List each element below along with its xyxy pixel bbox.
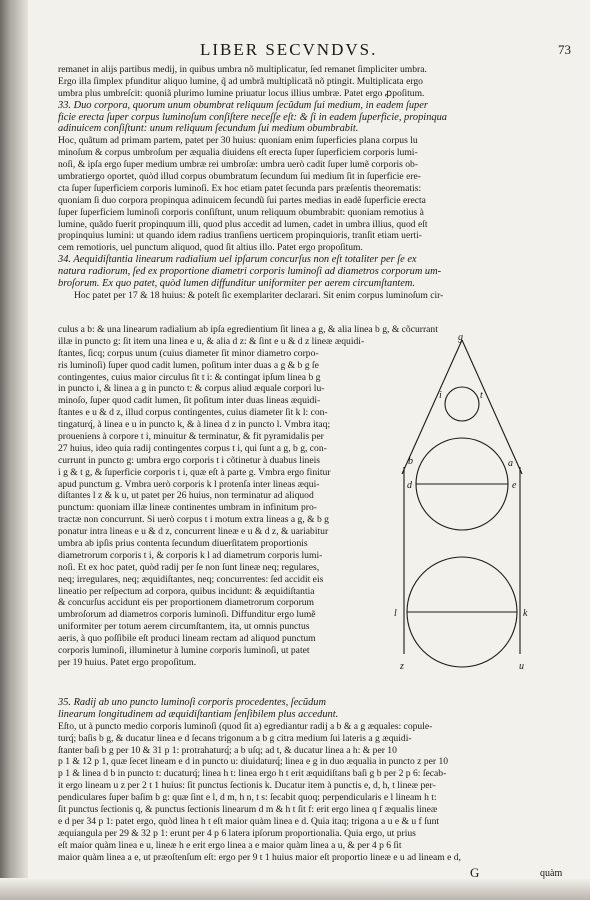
label-z: z [400, 661, 404, 672]
label-t: t [480, 390, 483, 401]
circle-ti [445, 387, 479, 421]
text-line: quoniam ſi duo corpora propinqua adinuicem ſecundũ ſui partes medias in eadẽ ſuperficie erecta [58, 194, 426, 206]
text-line: neq; irregulares, neq; æquidiſtantes, neq; concurrentes: ſed accidit eis [58, 573, 324, 585]
text-line: per 19 huius. Patet ergo propoſitum. [58, 656, 197, 668]
text-block-top [58, 64, 568, 302]
text-line: lumine, quãdo fuerit propinquum illi, quod plus accedit ad lumen, cadet in umbra illius, quod eſt [58, 218, 428, 230]
line-bg [402, 340, 462, 474]
prop-35-heading [58, 697, 568, 721]
text-line: noſi, & ipſa ergo ſuper medium umbræ rei umbroſæ: umbra uerò cadit ſuper lumẽ corporis ob- [58, 159, 419, 171]
text-line: contingentes, cuius maior circulus ſit t i: & contingat ipſum linea b g [58, 371, 321, 383]
text-line: turq́; baſis b g, & ducatur linea e d ſecans trigonum a b g citra medium ſui lateris a g æquidi- [58, 732, 412, 744]
text-line: adinuicem conſiſtunt: unum reliquum ſecundum ſui medium obumbrabit. [58, 123, 359, 135]
prop-33-heading [58, 100, 568, 136]
text-line: currunt in puncto g: umbra ergo corporis t i cõtinetur à duabus lineis [58, 454, 320, 466]
text-line: ponatur intra lineas e u & d z, concurrent lineæ e u & d z, & uariabitur [58, 526, 329, 538]
text-line: lineatio per reſpectum ad corpora, quibus incidunt: & æquidiſtantia [58, 585, 315, 597]
text-line: cta ſuper ſuperficiem corporis luminoſi. Ex hoc etiam patet ſecunda pars præſentis theorematis: [58, 182, 422, 194]
line-ag [462, 340, 522, 474]
text-line: umbratiergo oportet, quòd illud corpus obumbratum ſecundum ſui medium ſit in ſuperficie ere- [58, 171, 421, 183]
catchword: quàm [540, 868, 563, 879]
prop-34-heading [58, 254, 568, 290]
label-b: b [408, 456, 413, 467]
prop-35-text [58, 721, 568, 864]
text-line: 35. Radij ab uno puncto luminoſi corporis procedentes, ſecũdum [58, 697, 327, 708]
text-line: maior quàm linea a e, ut præoſtenſum eſt: ergo per 9 t 1 huius maior eſt proportio lineæ e u ad lineam e d, [58, 851, 461, 863]
prop-34-column-text [58, 324, 438, 669]
text-line: p 1 & 12 p 1, quæ ſecet lineam e d in puncto u: diuidaturq́; linea e g in duo æqualia in puncto z per 10 [58, 756, 449, 768]
text-line: ſtantes e u & d z, illud corpus contingentes, cuius diameter ſit k l: con- [58, 407, 328, 419]
text-line: broſorum. Ex quo patet, quòd lumen diffunditur uniformiter per aerem circumſtantem. [58, 278, 415, 290]
text-line: minoſum & corpus umbroſum per æqualia diuidens eſt erecta ſuper ſuperficiem corporis lumi- [58, 147, 418, 159]
page-edge-shadow [0, 878, 590, 900]
text-line: illæ in puncto g: ſit item una linea e u, & alia d z: & ſint e u & d z lineæ æquidi- [58, 335, 365, 347]
text-line: 33. Duo corpora, quorum unum obumbrat reliquum ſecũdum ſui medium, in eadem ſuper [58, 99, 428, 111]
text-line: ſuper ſuperficiem luminoſi corporis conſiſtunt, unum reliquum obumbrabit: quoniam remotius à [58, 206, 424, 218]
label-u: u [519, 661, 524, 672]
text-line: e d per 34 p 1: patet ergo, quòd linea h t eſt maior quàm linea e d. Quia itaq; trigona a u e & u f ſunt [58, 815, 440, 827]
page-number: 73 [558, 42, 571, 57]
text-line: ris luminoſi) ſuper quod cadit lumen, poſitum inter duas a g & b g ſe [58, 359, 319, 371]
text-line: noſi. Et ex hoc patet, quòd radij per ſe non ſunt lineæ neq; regulares, [58, 561, 320, 573]
text-line: eſt maior quàm linea e u, lineæ h e erit ergo linea a e maior quàm linea a u, & per 4 p 6 ſit [58, 839, 402, 851]
text-line: ſtantes, ſicq; corpus unum (cuius diameter ſit minor diametro corpo- [58, 347, 319, 359]
text-line: in puncto i, & linea a g in puncto t: & corpus aliud æquale corpori lu- [58, 383, 325, 395]
text-line: Ergo illa ſimplex pfunditur aliquo lumine, q̃ ad umbrã multiplicatã nõ ptingit. Multiplicata ergo [58, 75, 423, 87]
label-a: a [508, 458, 513, 469]
text-line: pendiculares ſuper baſim b g: quæ ſint e l, d m, h n, t s: ſecabit quoq; perpendicularis e l lineam h t: [58, 792, 437, 804]
text-line: tingaturq́, à linea e u in puncto k, & à linea d z in puncto l. Vmbra itaq; [58, 419, 331, 431]
prop-34-first-line: Hoc patet per 17 & 18 huius: & poteſt ſic exemplariter declarari. Sit enim corpus luminoſum cir- [74, 289, 444, 301]
text-line: umbra plus umbreſcit: quoniã plurimo lumine priuatur locus illius umbræ. Patet ergo ꝓpoſitum. [58, 87, 425, 99]
text-line: i g & t g, & ſuperficie corporis t i, quæ eſt à parte g. Vmbra ergo finitur [58, 466, 331, 478]
text-line: umbroſorum ad diametros corporis luminoſi. Diffunditur ergo lumẽ [58, 609, 316, 621]
text-line: uniformiter per totum aerem circumſtantem, ita, ut omnis punctus [58, 621, 310, 633]
text-line: & concurſus accidunt eis per proportionem diametrorum corporum [58, 597, 315, 609]
text-line: p 1 & linea d b in puncto t: ducaturq́; linea h t: linea ergo h t erit æquidiſtans baſi g b per 2 p 6: ſecab- [58, 768, 447, 780]
prop-33-text [58, 135, 568, 254]
label-l: l [394, 608, 397, 619]
signature-mark: G [470, 865, 480, 880]
label-d: d [407, 480, 412, 491]
top-lines [58, 64, 568, 100]
text-line: ſtanter baſi b g per 10 & 31 p 1: protrahaturq́; a b uſq; ad t, & ducatur linea a h: & per 10 [58, 744, 397, 756]
label-i: i [439, 390, 442, 401]
text-block-bottom [58, 697, 568, 863]
text-line: aeris, à quo poſſibile eſt produci lineam rectam ad aliquod punctum [58, 633, 316, 645]
text-line: tractæ non concurrunt. Si uerò corpus t i motum extra lineas a g, & b g [58, 514, 329, 526]
text-line: diametrorum corporis t i, & corporis k l ad diametrum corporis lumi- [58, 549, 323, 561]
text-line: 27 huius, ideo quia radij contingentes corpus t i, qui ſunt a g, b g, con- [58, 442, 327, 454]
text-line: minoſo, ſuper quod cadit lumen, ſit poſitum inter duas lineas æquidi- [58, 395, 321, 407]
text-line: ſit punctus ſectionis q, & punctus ſectionis linearum d m & h t ſit f: erit ergo linea q f æqualis lineæ [58, 804, 438, 816]
text-line: linearum longitudinem ad æquidiſtantiam ſenſibilem plus accedunt. [58, 708, 339, 720]
text-line: Hoc, quãtum ad primam partem, patet per 30 huius: quoniam enim ſuperficies plana corpus lu [58, 135, 418, 147]
text-line: punctum: quoniam illæ lineæ continentes umbram in infinitum pro- [58, 502, 317, 514]
text-line: æquiangula per 29 & 32 p 1: erunt per 4 p 6 latera ipſorum proportionalia. Quia ergo, ut prius [58, 827, 416, 839]
label-e: e [512, 480, 517, 491]
label-g: g [458, 332, 463, 343]
label-k: k [523, 608, 528, 619]
text-line: cem remotioris, uel punctum aliquod, quod ſit altius illo. Patet ergo propoſitum. [58, 242, 363, 254]
text-line: ficie erecta ſuper corpus luminoſum conſiſtere neceſſe eſt: & ſi in eadem ſuperficie, propinqua [58, 111, 447, 123]
text-line: natura radiorum, ſed ex proportione diametri corporis luminoſi ad diametros corporum um- [58, 266, 442, 278]
text-line: Eſto, ut à puncto medio corporis luminoſi (quod ſit a) egrediantur radij a b & a g æquales: copule- [58, 720, 433, 732]
text-line: 34. Aequidiſtantia linearum radialium uel ipſarum concurſus non eſt totaliter per ſe ex [58, 254, 417, 266]
running-title: LIBER SECVNDVS. [200, 40, 378, 59]
text-line: remanet in alijs partibus medij, in quibus umbra nõ multiplicatur, ſed remanet ſimpliciter umbra. [58, 64, 427, 75]
geometric-figure [392, 334, 552, 694]
running-header [0, 40, 590, 60]
text-line: umbra ab ipſis prius contenta ſecundum diuerſitatem proportionis [58, 538, 308, 550]
text-line: it ergo lineam u z per 2 t 1 huius: ſit punctus ſectionis k. Ducatur item à punctis e, d, h, t lineæ per- [58, 780, 436, 792]
binding-shadow [0, 0, 28, 900]
text-line: propinquius lumini: ut quando idem radius tranſiens uerticem propinquioris, tranſit etiam uerti- [58, 230, 422, 242]
text-line: diſtantes l z & k u, ut patet per 26 huius, non terminatur ad aliquod [58, 490, 314, 502]
text-line: proueniens à corpore t i, minuitur & terminatur, & fit pyramidalis per [58, 431, 324, 443]
text-line: apud punctum g. Vmbra uerò corporis k l protenſa inter lineas æqui- [58, 478, 320, 490]
text-line: corporis luminoſi, illuminetur à lumine corporis luminoſi, ut patet [58, 645, 310, 657]
text-line: culus a b: & una linearum radialium ab ipſa egredientium ſit linea a g, & alia linea b g, & cõcurrant [58, 324, 438, 335]
